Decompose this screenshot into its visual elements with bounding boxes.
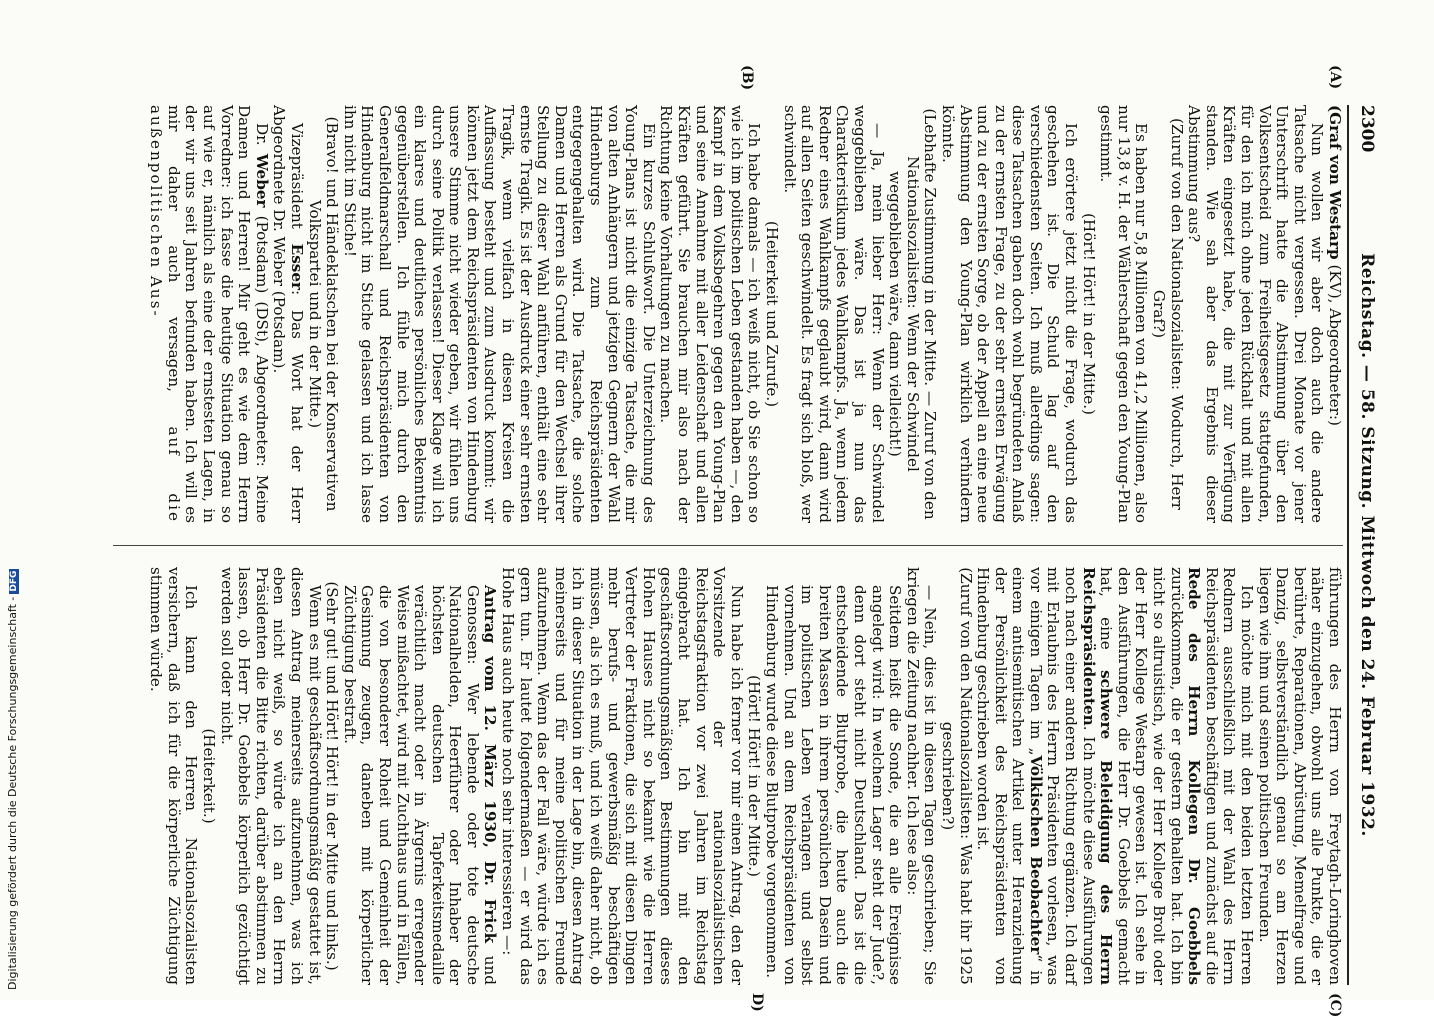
paragraph: (Bravo! und Händeklatschen bei der Konservativen Volkspartei und in der Mitte.) [305, 116, 342, 512]
paragraph: (Zuruf von den Nationalsozialisten: Wodurch, Herr Graf?) [1150, 118, 1186, 510]
text-column-right [147, 567, 1343, 985]
paragraph: Antrag vom 12. März 1930, Dr. Frick und Genossen: Wer lebende oder tote deutsche Nationalhelden, Heerführer oder Inhaber der höchsten deutschen Tapferkeitsmedaille verächtlich macht oder in Ärgernis erregender Weise mißachtet, wird mit Zuchthaus und in Fällen, die von besonderer Roheit und Gemeinheit der Gesinnung zeugen, daneben mit körperlicher Züchtigung bestraft. [340, 585, 500, 985]
paragraph: (Heiterkeit und Zurufe.) [763, 220, 781, 408]
paragraph: Es haben nur 5,8 Millionen von 41,2 Millionen, also nur 13,8 v. H. der Wählerschaft gegen den Young-Plan gestimmt. [1097, 105, 1151, 523]
margin-marker-b: (B) [739, 65, 755, 91]
digitization-credit [6, 569, 19, 990]
paragraph: Dr. Weber (Potsdam) (DSt), Abgeordneter: Meine Damen und Herren! Mir geht es wie dem Herrn Vorredner: ich fasse die heutige Situation genau so auf wie er, nämlich als eine der ernstesten Lagen, in der wir uns seit Jahren befunden haben. Ich will es mir daher auch versagen, auf die außenpolitischen Aus- [147, 105, 271, 523]
paragraph: (Hört! Hört! in der Mitte.) [1079, 213, 1098, 415]
paragraph: (Heiterkeit.) [200, 728, 218, 824]
page-number: 2300 [1357, 105, 1377, 153]
paragraph: (Sehr gut! und Hört! Hört! in der Mitte und links.) [323, 581, 342, 971]
paragraph: Ich habe damals — ich weiß nicht, ob Sie schon so wie ich im politischen Leben gestanden haben —, den Kampf in dem Volksbegehren gegen den Young-Plan und seine Annahme mit aller Leidenschaft und allen Kräften geführt. Sie brauchen mir also nach der Richtung keine Vorhaltungen zu machen. [657, 105, 764, 523]
margin-marker-d: D) [749, 993, 765, 1012]
page-header [1351, 105, 1375, 985]
paragraph: Seitdem heißt die Sonde, die an alle Ereignisse angelegt wird: In welchem Lager steht der Jude?, denn dort steht nicht Deutschland. Das ist die entscheidende Blutprobe, die heute auch die breiten Massen in ihrem persönlichen Dasein und im politischen Leben verlangen und selbst vornehmen. Und an dem Reichspräsidenten von Hindenburg wurde diese Blutprobe vorgenommen. [763, 585, 905, 985]
paragraph: Ich möchte mich mit den beiden letzten Herren Rednern ausschließlich mit der Wahl des Herrn Reichspräsidenten beschäftigen und zunächst auf die Rede des Herrn Kollegen Dr. Goebbels zurückkommen, die er gestern gehalten hat. Ich bin nicht so altruistisch, wie der Herr Kollege Brolt oder der Herr Kollege Westarp gewesen ist. Ich sehe in den Ausführungen, die Herr Dr. Goebbels gemacht hat, eine schwere Beleidigung des Herrn Reichspräsidenten. Ich möchte diese Ausführungen noch nach einer anderen Richtung ergänzen. Ich darf mit Erlaubnis des Herrn Präsidenten vorlesen, was vor einigen Tagen im „Völkischen Beobachter“ in einem antisemitischen Artikel unter Heranziehung der Persönlichkeit des Reichspräsidenten von Hindenburg geschrieben worden ist. [974, 567, 1257, 985]
text-column-left [147, 105, 1343, 523]
paragraph: (Hört! Hört! in der Mitte.) [745, 675, 764, 877]
paragraph: — Nein, dies ist in diesen Tagen geschrieben; Sie kriegen die Zeitung nachher. Ich lese also: [903, 567, 940, 985]
rotated-document-page [110, 65, 1377, 1017]
column-divider [113, 545, 1343, 546]
paragraph: — Ja, mein lieber Herr: Wenn der Schwindel weggeblieben wäre. Das ist ja nun das Charakteristikum jedes Wahlkampfs. Ja, wenn jedem Redner eines Wahlkampfs geglaubt wird, dann wird auf allen Seiten geschwindelt. Es fragt sich bloß, wer schwindelt. [780, 105, 887, 523]
paragraph: Nun wollen wir aber doch auch die andere Tatsache nicht vergessen. Drei Monate vor jener Unterschrift hatte die Abstimmung über den Volksentscheid zum Freiheitsgesetz stattgefunden, für den ich mich ohne jeden Rückhalt und mit allen Kräften eingesetzt habe, die mit zur Verfügung standen. Wie sah aber das Ergebnis dieser Abstimmung aus? [1185, 105, 1327, 523]
paragraph: Vizepräsident Esser: Das Wort hat der Herr Abgeordnete Dr. Weber (Potsdam). [270, 105, 306, 523]
paragraph: führungen des Herrn von Freytagh-Loringhoven näher einzugehen, obwohl uns alle Punkte, die er berührte, Reparationen, Abrüstung, Memelfrage und Danzig, selbstverständlich genau so am Herzen liegen wie ihm und seinen politischen Freunden. [1255, 567, 1344, 985]
paragraph: (Zuruf von den Nationalsozialisten: Was habt ihr 1925 geschrieben?) [938, 567, 975, 985]
credit-text: Digitalisierung gefördert durch die Deutsche Forschungsgemeinschaft - [6, 596, 19, 990]
paragraph: (Graf von Westarp (KV), Abgeordneter:) [1326, 105, 1344, 426]
paragraph: Wenn es mit geschäftsordnungsmäßig gestattet ist, diesen Antrag meinerseits aufzunehmen, was ich eben nicht weiß, so würde ich an den Herrn Präsidenten die Bitte richten, darüber abstimmen zu lassen, ob Herr Dr. Goebbels körperlich gezüchtigt werden soll oder nicht. [217, 567, 324, 985]
dfg-logo: DFG [9, 570, 19, 592]
paragraph: (Lebhafte Zustimmung in der Mitte. — Zuruf von den Nationalsozialisten: Wenn der Schwindel weggeblieben wäre, dann vielleicht!) [886, 108, 940, 520]
running-title: Reichstag. — 58. Sitzung. Mittwoch den 24. Februar 1932. [1357, 253, 1377, 837]
margin-marker-a: (A) [1327, 65, 1343, 90]
paragraph: Ich kann den Herren Nationalsozialisten versichern, daß ich für die körperliche Züchtigung stimmen würde. [147, 567, 201, 985]
margin-marker-c: (C) [1327, 993, 1343, 1017]
paragraph: Nun habe ich ferner vor mir einen Antrag, den der Vorsitzende der nationalsozialistischen Reichstagsfraktion vor zwei Jahren im Reichstag eingebracht hat. Ich bin mit den geschäftsordnungsmäßigen Bestimmungen dieses Hohen Hauses nicht so bekannt wie die Herren Vertreter der Fraktionen, die sich mit diesen Dingen mehr berufs- und gewerbsmäßig beschäftigen müssen, als ich es muß, und ich weiß daher nicht, ob ich in dieser Situation in der Lage bin, diesen Antrag meinerseits und für meine politischen Freunde aufzunehmen. Wenn das der Fall wäre, würde ich es gern tun. Er lautet folgendermaßen — er wird das Hohe Haus auch heute noch sehr interessieren —: [499, 567, 746, 985]
paragraph: Ein kurzes Schlußwort. Die Unterzeichnung des Young-Plans ist nicht die einzige Tatsache, die mir von alten Anhängern und jetzigen Gegnern der Wahl Hindenburgs zum Reichspräsidenten entgegengehalten wird. Die Tatsache, die solche Damen und Herren als Grund für den Wechsel ihrer Stellung zu dieser Wahl anführen, enthält eine sehr ernste Tragik. Es ist der Ausdruck einer sehr ernsten Tragik, wenn vielfach in diesen Kreisen die Auffassung besteht und zum Ausdruck kommt: wir können jetzt dem Reichspräsidenten von Hindenburg unsere Stimme nicht wieder geben, wir fühlen uns durch seine Politik verlassen! Dieser Klage will ich ein klares und deutliches persönliches Bekenntnis gegenüberstellen. Ich fühle mich durch den Generalfeldmarschall und Reichspräsidenten von Hindenburg nicht im Stiche gelassen und ich lasse ihn nicht im Stiche! [340, 105, 658, 523]
paragraph: Ich erörtere jetzt nicht die Frage, wodurch das geschehen ist. Die Schuld lag auf den verschiedensten Seiten. Ich muß allerdings sagen: diese Tatsachen gaben doch wohl begründeten Anlaß zu der ernsten Frage, zu der sehr ernsten Erwägung und zu der ernsten Sorge, ob der Appell an eine neue Abstimmung den Young-Plan wirklich verhindern könnte. [938, 105, 1081, 523]
header-rule [1347, 105, 1349, 985]
